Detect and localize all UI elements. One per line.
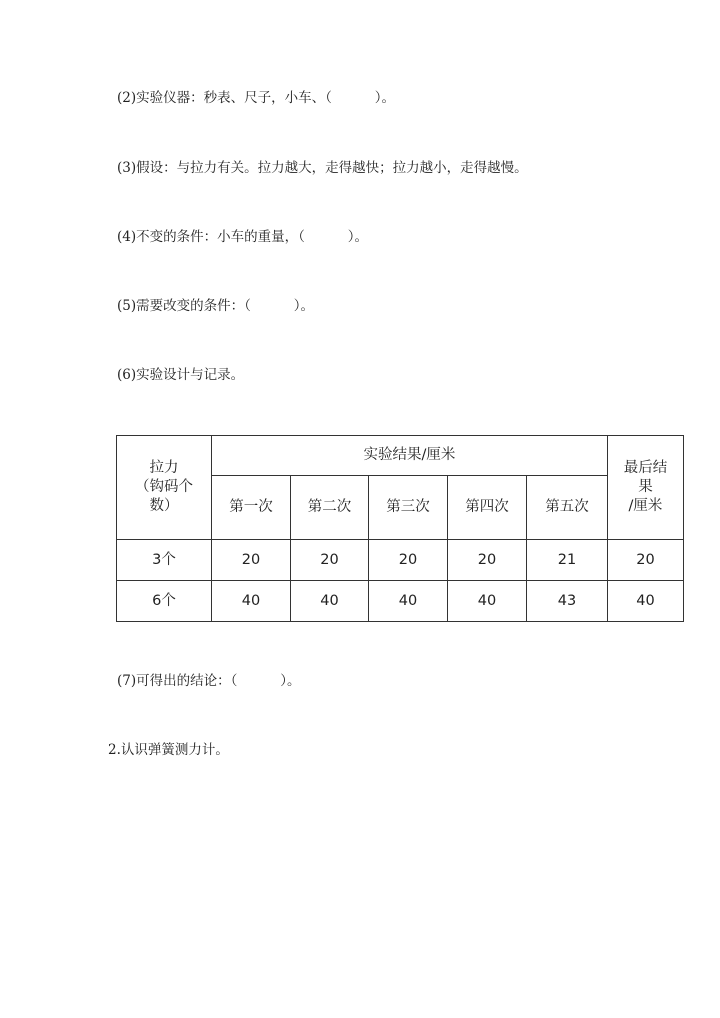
force-header-cell (117, 436, 212, 540)
force-cell: 3个 (117, 540, 212, 581)
value-cell: 20 (369, 540, 448, 581)
value-cell: 40 (448, 581, 527, 622)
trial-header: 第三次 (369, 476, 448, 540)
force-header-line: 拉力 (149, 460, 179, 477)
value-cell: 20 (212, 540, 291, 581)
item-3-hypothesis: (3)假设：与拉力有关。拉力越大，走得越快；拉力越小，走得越慢。 (117, 160, 528, 176)
value-cell: 20 (291, 540, 369, 581)
value-cell: 21 (527, 540, 608, 581)
question-2-spring-scale: 2.认识弹簧测力计。 (108, 742, 229, 758)
item-6-design-record: (6)实验设计与记录。 (117, 367, 245, 383)
value-cell: 40 (291, 581, 369, 622)
final-header-line: 最后结 (623, 460, 668, 477)
trial-header: 第一次 (212, 476, 291, 540)
value-cell: 20 (448, 540, 527, 581)
value-cell: 40 (369, 581, 448, 622)
final-header-line: /厘米 (628, 497, 663, 514)
table-header-row-1 (117, 436, 684, 476)
table-row (117, 581, 684, 622)
trial-header: 第四次 (448, 476, 527, 540)
force-header-line: （钩码个 (135, 479, 193, 496)
item-2-instruments: (2)实验仪器：秒表、尺子，小车、（ ）。 (117, 90, 396, 106)
final-header-line: 果 (638, 479, 653, 496)
results-header-cell: 实验结果/厘米 (212, 436, 608, 476)
final-header-cell (608, 436, 684, 540)
final-cell: 40 (608, 581, 684, 622)
trial-header: 第五次 (527, 476, 608, 540)
value-cell: 40 (212, 581, 291, 622)
table-row (117, 540, 684, 581)
force-header-line: 数） (149, 497, 179, 514)
trial-header: 第二次 (291, 476, 369, 540)
force-cell: 6个 (117, 581, 212, 622)
item-4-constant-conditions: (4)不变的条件：小车的重量，（ ）。 (117, 229, 369, 245)
experiment-results-table (116, 435, 684, 622)
item-5-changed-conditions: (5)需要改变的条件：（ ）。 (117, 298, 315, 314)
value-cell: 43 (527, 581, 608, 622)
item-7-conclusion: (7)可得出的结论：（ ）。 (117, 673, 301, 689)
final-cell: 20 (608, 540, 684, 581)
